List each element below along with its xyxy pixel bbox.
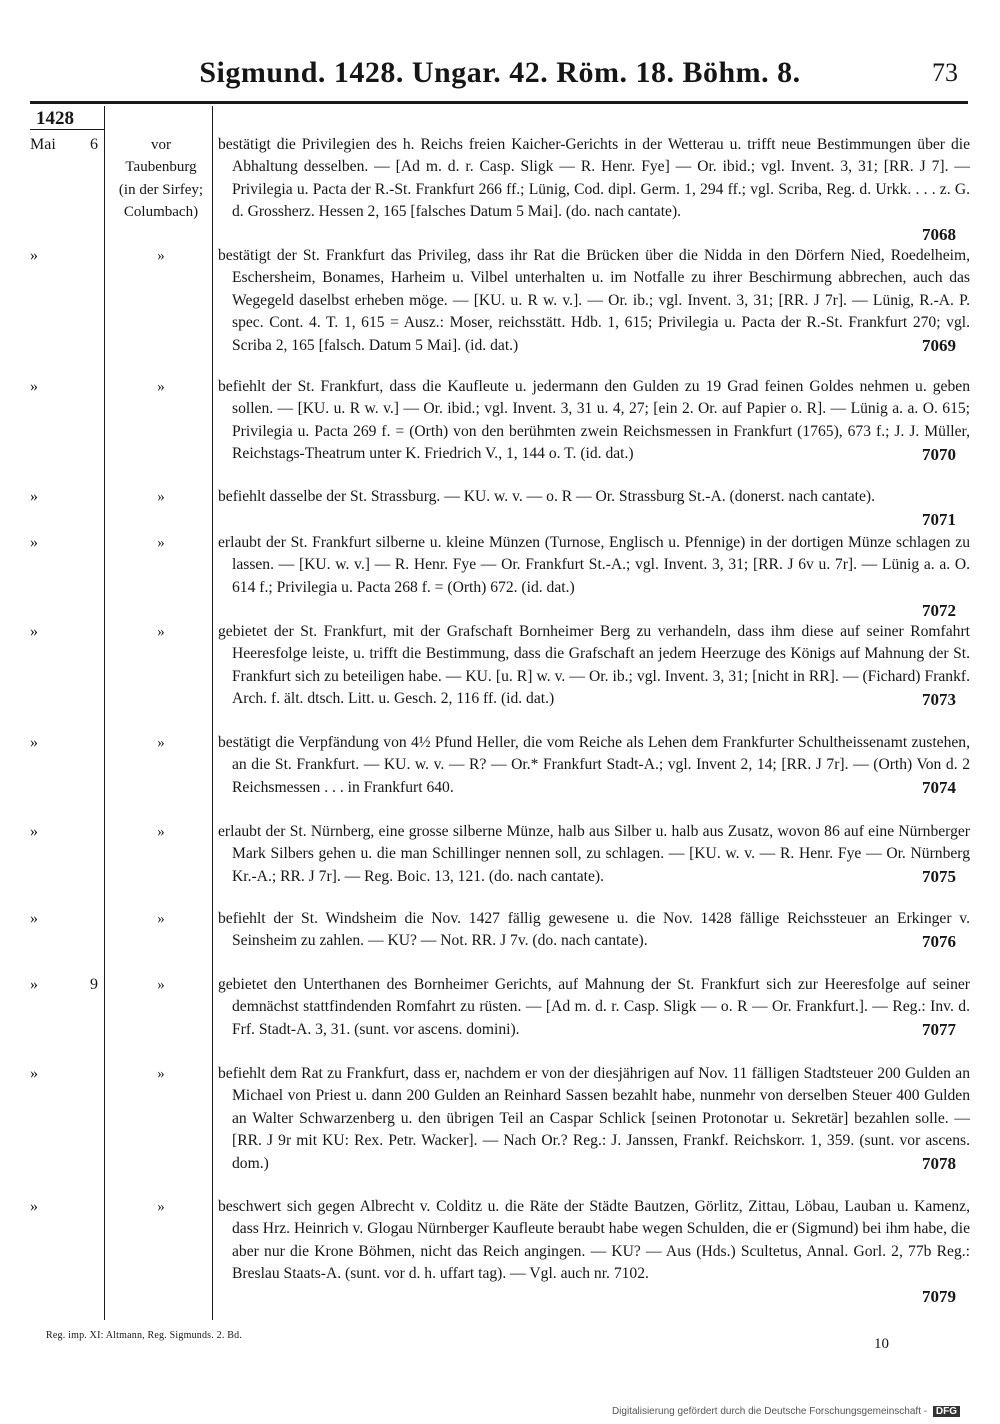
entry-number: 7070	[922, 445, 956, 464]
entry-month: »	[30, 910, 38, 927]
entry-number: 7069	[922, 336, 956, 355]
entry-6	[0, 621, 1000, 723]
entry-day: 9	[90, 976, 98, 993]
entry-7	[0, 732, 1000, 811]
header-rule	[30, 101, 968, 104]
entry-text: befiehlt der St. Frankfurt, dass die Kaufleute u. jedermann den Gulden zu 19 Grad feinen Goldes nehmen u. geben sollen. — [KU. u. R w. v.] — Or. ibid.; vgl. Invent. 3, 31 u. 4, 27; [ein 2. Or. auf Papier o. R]. — Lünig a. a. O. 615; Privilegia u. Pacta 269 f. = (Orth) von den berühmten zwein Reichsmessen in Frankfurt (1765), 673 f.; J. J. Müller, Reichstags-Theatrum unter K. Friedrich V., 1, 144 o. T. (id. dat.)	[218, 378, 970, 463]
entry-place: »	[157, 1066, 165, 1082]
page-title: Sigmund. 1428. Ungar. 42. Röm. 18. Böhm. 8.	[199, 56, 801, 89]
entry-month: »	[30, 976, 38, 993]
entry-number: 7076	[922, 932, 956, 951]
entry-month: »	[30, 823, 38, 840]
entry-number: 7078	[922, 1154, 956, 1173]
entry-3	[0, 376, 1000, 478]
entry-place: »	[157, 911, 165, 927]
entry-number: 7074	[922, 778, 956, 797]
entry-place: »	[157, 489, 165, 505]
entry-month: »	[30, 734, 38, 751]
entry-month: »	[30, 1065, 38, 1082]
entry-text: gebietet der St. Frankfurt, mit der Grafschaft Bornheimer Berg zu verhandeln, dass ihm diese auf seiner Romfahrt Heeresfolge leiste, u. trifft die Bestimmung, dass die Grafschaft an jedem Heerzuge des Königs auf Mahnung der St. Frankfurt sich zu beteiligen habe. — KU. [u. R] w. v. — Or. ib.; vgl. Invent. 3, 31; [nicht in RR]. — (Fichard) Frankf. Arch. f. ält. dtsch. Litt. u. Gesch. 2, 116 ff. (id. dat.)	[218, 623, 970, 708]
entry-text: befiehlt dasselbe der St. Strassburg. — KU. w. v. — o. R — Or. Strassburg St.-A. (donerst. nach cantate).	[218, 488, 875, 505]
entry-12	[0, 1196, 1000, 1320]
entry-place: »	[157, 248, 165, 264]
entry-month: Mai	[30, 136, 56, 153]
entry-number: 7077	[922, 1020, 956, 1039]
entry-10	[0, 974, 1000, 1053]
entry-text: befiehlt der St. Windsheim die Nov. 1427 fällig gewesene u. die Nov. 1428 fällige Reichssteuer an Erkinger v. Seinsheim zu zahlen. — KU? — Not. RR. J 7v. (do. nach cantate).	[218, 910, 970, 950]
entry-text: bestätigt der St. Frankfurt das Privileg, dass ihr Rat die Brücken über die Nidda in den Dörfern Nied, Roedelheim, Eschersheim, Bonames, Harheim u. Vilbel unterhalten u. im Notfalle zu ihrer Beschirmung abbrechen, auch das Wegegeld daselbst erheben möge. — [KU. u. R w. v.]. — Or. ib.; vgl. Invent. 3, 31; [RR. J 7r]. — Lünig, R.-A. P. spec. Cont. 4. T. 1, 615 = Ausz.: Moser, reichsstätt. Hdb. 1, 615; Privilegia u. Pacta der R.-St. Frankfurt 270; vgl. Scriba 2, 165 [falsch. Datum 5 Mai]. (id. dat.)	[218, 247, 970, 354]
entry-number: 7071	[922, 510, 956, 529]
footer-signature: Reg. imp. XI: Altmann, Reg. Sigmunds. 2. Bd.	[46, 1330, 243, 1341]
entry-number: 7079	[922, 1287, 956, 1306]
entry-number: 7068	[922, 225, 956, 244]
entry-text: befiehlt dem Rat zu Frankfurt, dass er, nachdem er von der diesjährigen auf Nov. 11 fälligen Stadtsteuer 200 Gulden an Michael von Priest u. dann 200 Gulden an Reinhard Sassen bezahlt habe, nunmehr von derselben Steuer 400 Gulden an Walter Schwarzenberg u. den übrigen Teil an Caspar Schlick [seinen Protonotar u. Sekretär] bezahlen solle. — [RR. J 9r mit KU: Rex. Petr. Wacker]. — Nach Or.? Reg.: J. Janssen, Frankf. Reichskorr. 1, 359. (sunt. vor ascens. dom.)	[218, 1065, 970, 1172]
entry-place: »	[157, 735, 165, 751]
dfg-logo-icon: DFG	[933, 1406, 960, 1417]
dfg-note	[612, 1406, 960, 1417]
entry-month: »	[30, 623, 38, 640]
entry-place: »	[157, 1199, 165, 1215]
entry-place: »	[157, 379, 165, 395]
entry-month: »	[30, 534, 38, 551]
dfg-text: Digitalisierung gefördert durch die Deutsche Forschungsgemeinschaft -	[611, 1406, 928, 1417]
footer-sheet-number: 10	[874, 1336, 889, 1352]
entry-month: »	[30, 378, 38, 395]
entry-8	[0, 821, 1000, 900]
entry-text: erlaubt der St. Frankfurt silberne u. kleine Münzen (Turnose, Englisch u. Pfennige) in der dortigen Münze schlagen zu lassen. — [KU. w. v.] — R. Henr. Fye — Or. Frankfurt St.-A.; vgl. Invent. 3, 31; [RR. J 6v u. 7r]. — Lünig a. a. O. 614 f.; Privilegia u. Pacta 268 f. = (Orth) 672. (id. dat.)	[218, 534, 970, 596]
entry-number: 7072	[922, 601, 956, 620]
entry-text: bestätigt die Privilegien des h. Reichs freien Kaicher-Gerichts in der Wetterau u. trifft neue Bestimmungen über die Abhaltung desselben. — [Ad m. d. r. Casp. Sligk — R. Henr. Fye] — Or. ibid.; vgl. Invent. 3, 31; [RR. J 7]. — Privilegia u. Pacta der R.-St. Frankfurt 266 ff.; Lünig, Cod. dipl. Germ. 1, 294 ff.; vgl. Scriba, Reg. d. Urkk. . . . z. G. d. Grossherz. Hessen 2, 165 [falsches Datum 5 Mai]. (do. nach cantate).	[218, 136, 970, 221]
entry-9	[0, 908, 1000, 965]
entry-month: »	[30, 488, 38, 505]
entry-place: »	[157, 535, 165, 551]
entry-2	[0, 245, 1000, 369]
page-header	[0, 56, 1000, 96]
year-rule	[30, 129, 104, 130]
entry-place: »	[157, 824, 165, 840]
entry-number: 7073	[922, 690, 956, 709]
entry-text: bestätigt die Verpfändung von 4½ Pfund Heller, die vom Reiche als Lehen dem Frankfurter Schultheissenamt zustehen, an die St. Frankfurt. — KU. w. v. — R? — Or.* Frankfurt Stadt-A.; vgl. Invent 2, 14; [RR. J 7r]. — (Orth) Von d. 2 Reichsmessen . . . in Frankfurt 640.	[218, 734, 970, 796]
entry-month: »	[30, 247, 38, 264]
year-label: 1428	[36, 108, 74, 129]
entry-place: »	[157, 624, 165, 640]
entry-number: 7075	[922, 867, 956, 886]
page-number: 73	[932, 58, 958, 87]
entry-1	[0, 134, 1000, 258]
entry-day: 6	[90, 136, 98, 153]
entry-place: »	[157, 977, 165, 993]
entry-month: »	[30, 1198, 38, 1215]
entry-11	[0, 1063, 1000, 1187]
entry-5	[0, 532, 1000, 634]
entry-text: beschwert sich gegen Albrecht v. Colditz u. die Räte der Städte Bautzen, Görlitz, Zittau, Löbau, Lauban u. Kamenz, dass Hrz. Heinrich v. Glogau Nürnberger Kaufleute beraubt habe wegen Schulden, die er (Sigmund) bei ihm habe, die aber nur die Krone Böhmen, nicht das Reich angingen. — KU? — Aus (Hds.) Scultetus, Annal. Gorl. 2, 77b Reg.: Breslau Staats-A. (sunt. vor d. h. uffart tag). — Vgl. auch nr. 7102.	[218, 1198, 970, 1283]
entry-place: vor Taubenburg (in der Sirfey; Columbach)	[118, 137, 204, 221]
entry-text: gebietet den Unterthanen des Bornheimer Gerichts, auf Mahnung der St. Frankfurt sich zur Heeresfolge auf seiner demnächst stattfindenden Romfahrt zu rüsten. — [Ad m. d. r. Casp. Sligk — o. R — Or. Frankfurt.]. — Reg.: Inv. d. Frf. Stadt-A. 3, 31. (sunt. vor ascens. domini).	[218, 976, 970, 1038]
entry-text: erlaubt der St. Nürnberg, eine grosse silberne Münze, halb aus Silber u. halb aus Zusatz, wovon 86 auf eine Nürnberger Mark Silbers gehen u. die man Schillinger nennen soll, zu schlagen. — [KU. w. v. — R. Henr. Fye — Or. Nürnberg Kr.-A.; RR. J 7r]. — Reg. Boic. 13, 121. (do. nach cantate).	[218, 823, 970, 885]
